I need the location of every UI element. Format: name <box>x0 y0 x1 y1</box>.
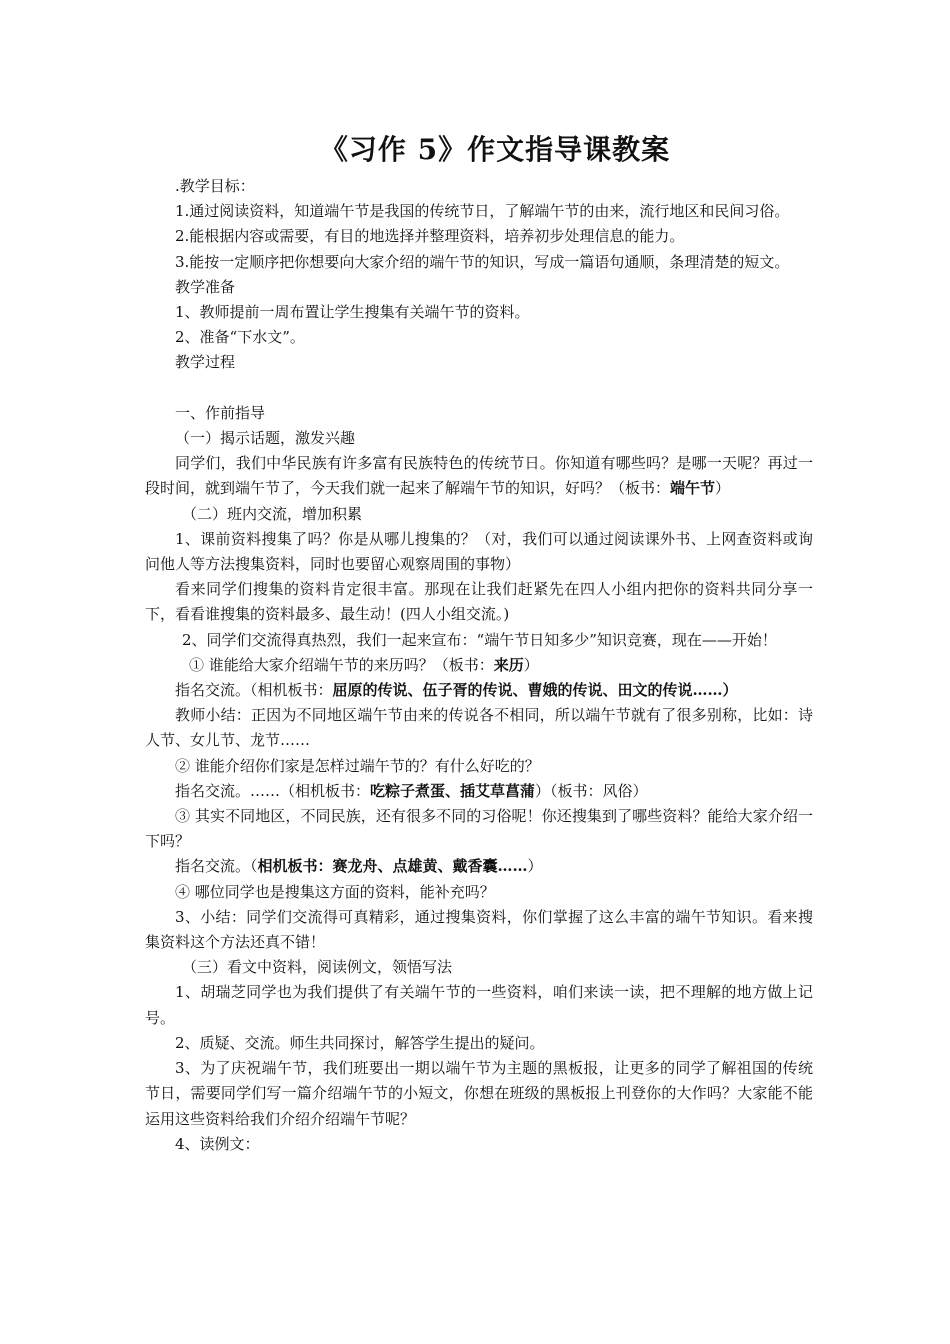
question-2-answer-text: 指名交流。……（相机板书： <box>175 781 371 800</box>
board-note-customs: 吃粽子煮蛋、插艾草菖蒲 <box>370 781 536 800</box>
process-heading: 教学过程 <box>175 353 236 372</box>
question-1-text: ① 谁能给大家介绍端午节的来历吗？（板书： <box>189 655 494 674</box>
question-2-answer-end: ）（板书：风俗） <box>535 781 648 800</box>
question-1-answer-text: 指名交流。（相机板书： <box>175 681 333 700</box>
blank-line <box>145 376 813 401</box>
board-note-activities: 相机板书：赛龙舟、点雄黄、戴香囊…… <box>257 857 528 876</box>
prep-heading: 教学准备 <box>175 277 236 296</box>
question-3-answer-text: 指名交流。（ <box>175 857 258 876</box>
question-4: ④ 哪位同学也是搜集这方面的资料，能补充吗？ <box>175 882 495 901</box>
goal-2: 2.能根据内容或需要，有目的地选择并整理资料，培养初步处理信息的能力。 <box>175 227 685 246</box>
board-note-legends: 屈原的传说、伍子胥的传说、曹娥的传说、田文的传说……） <box>332 681 738 700</box>
section-1-heading: 一、作前指导 <box>175 403 266 422</box>
question-1 <box>145 653 813 678</box>
question-2-answer <box>145 779 813 804</box>
section-1b-paragraph-2: 看来同学们搜集的资料肯定很丰富。那现在让我们赶紧先在四人小组内把你的资料共同分享一下，看看谁搜集的资料最多、最生动！(四人小组交流。) <box>145 580 813 624</box>
section-1a-text: 同学们，我们中华民族有许多富有民族特色的传统节日。你知道有哪些吗？是哪一天呢？再过一段时间，就到端午节了，今天我们就一起来了解端午节的知识，好吗？（板书： <box>145 454 813 498</box>
question-1-answer <box>145 678 813 703</box>
question-3-answer-end: ） <box>527 857 543 876</box>
goals-heading: .教学目标： <box>175 177 255 195</box>
section-1a-paragraph <box>145 451 813 501</box>
page-title: 《习作 5》作文指导课教案 <box>319 133 671 166</box>
section-1c-paragraph-4: 4、读例文： <box>175 1134 260 1153</box>
section-1b-paragraph-1: 1、课前资料搜集了吗？你是从哪儿搜集的？（对，我们可以通过阅读课外书、上网查资料或询问他人等方法搜集资料，同时也要留心观察周围的事物） <box>145 529 813 574</box>
board-note-festival: 端午节 <box>670 479 716 498</box>
section-1b-paragraph-3: 2、同学们交流得真热烈，我们一起来宣布：“端午节日知多少”知识竞赛，现在——开始！ <box>182 630 777 649</box>
section-1c-paragraph-1: 1、胡瑞芝同学也为我们提供了有关端午节的一些资料，咱们来读一读，把不理解的地方做上记号。 <box>145 983 813 1027</box>
board-note-origin: 来历 <box>493 655 524 674</box>
question-2: ② 谁能介绍你们家是怎样过端午节的？有什么好吃的？ <box>175 756 540 775</box>
goal-3: 3.能按一定顺序把你想要向大家介绍的端午节的知识，写成一篇语句通顺，条理清楚的短文。 <box>175 252 790 271</box>
section-1c-heading: （三）看文中资料，阅读例文，领悟写法 <box>182 958 453 977</box>
section-1a-heading: （一）揭示话题，激发兴趣 <box>175 429 356 448</box>
prep-item-2: 2、准备“下水文”。 <box>175 328 305 347</box>
document-body <box>145 174 813 1157</box>
section-1a-end: ） <box>715 479 731 498</box>
question-3-answer <box>145 854 813 879</box>
section-1c-paragraph-2: 2、质疑、交流。师生共同探讨，解答学生提出的疑问。 <box>175 1033 545 1052</box>
section-1c-paragraph-3: 3、为了庆祝端午节，我们班要出一期以端午节为主题的黑板报，让更多的同学了解祖国的传统节日，需要同学们写一篇介绍端午节的小短文，你想在班级的黑板报上刊登你的大作吗？大家能不能运用这些资料给我们介绍介绍端午节呢？ <box>145 1059 813 1128</box>
question-1-end: ） <box>523 655 539 674</box>
section-1b-paragraph-4: 3、小结：同学们交流得可真精彩，通过搜集资料，你们掌握了这么丰富的端午节知识。看来搜集资料这个方法还真不错！ <box>145 907 813 952</box>
goal-1: 1.通过阅读资料，知道端午节是我国的传统节日，了解端午节的由来，流行地区和民间习俗。 <box>175 202 790 221</box>
prep-item-1: 1、教师提前一周布置让学生搜集有关端午节的资料。 <box>175 303 530 322</box>
teacher-summary: 教师小结：正因为不同地区端午节由来的传说各不相同，所以端午节就有了很多别称，比如：诗人节、女儿节、龙节…… <box>145 706 813 750</box>
section-1b-heading: （二）班内交流，增加积累 <box>182 504 363 523</box>
question-3: ③ 其实不同地区，不同民族，还有很多不同的习俗呢！你还搜集到了哪些资料？能给大家介绍一下吗？ <box>145 807 813 851</box>
